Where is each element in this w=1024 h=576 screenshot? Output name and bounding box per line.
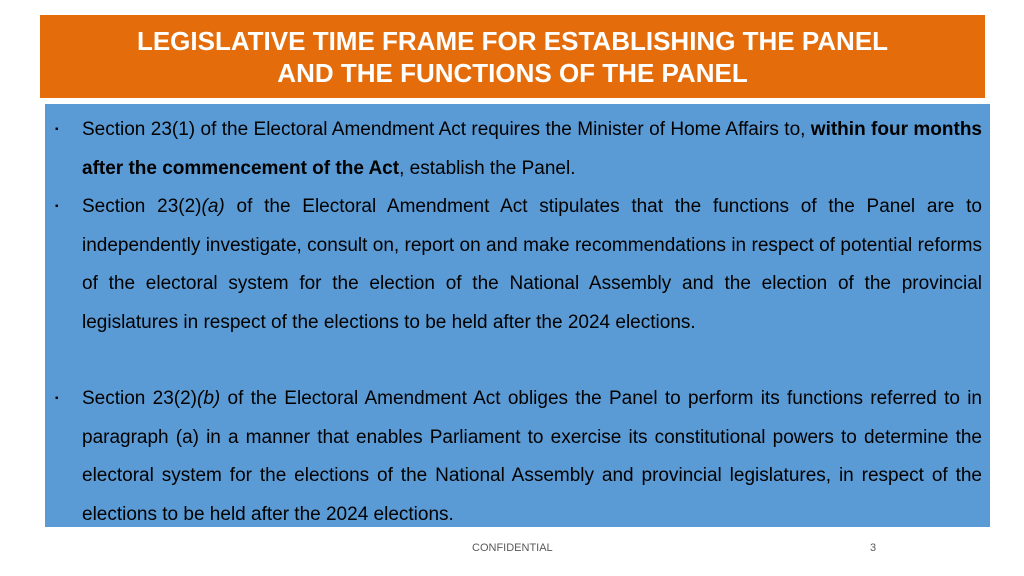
bullet-2-text-part-2: of the Electoral Amendment Act stipulates that the functions of the Panel are to independently investigate, consult on, report on and make recommendations in respect of potential reforms of the electoral system for the election of the National Assembly and the election of the provincial legislatures in respect of the elections to be held after the 2024 elections.: [82, 196, 982, 333]
bullet-3-text-part-1: Section 23(2): [82, 388, 197, 409]
slide-title-banner: [40, 15, 985, 98]
bullet-square-icon: ▪: [55, 124, 59, 135]
footer-page-number: 3: [870, 542, 877, 554]
bullet-1-text-part-2: , establish the Panel.: [399, 157, 576, 179]
content-panel: [45, 104, 990, 527]
bullet-1-text-part-1: Section 23(1) of the Electoral Amendment Act requires the Minister of Home Affairs to,: [82, 119, 811, 140]
footer-confidential-label: CONFIDENTIAL: [472, 542, 553, 554]
bullet-1-bold-text: within four months after the commencement of the Act: [82, 119, 982, 179]
bullet-2-text-part-1: Section 23(2): [82, 196, 202, 217]
bullet-square-icon: ▪: [55, 393, 59, 404]
bullet-2-italic-text: (a): [201, 196, 225, 217]
bullet-text-1: [82, 111, 982, 188]
bullet-3-italic-text: (b): [197, 388, 221, 409]
slide-title-line-1: LEGISLATIVE TIME FRAME FOR ESTABLISHING THE PANEL: [136, 25, 889, 56]
bullet-text-3: [82, 380, 982, 534]
bullet-3-text-part-2: of the Electoral Amendment Act obliges the Panel to perform its functions referred to in paragraph (a) in a manner that enables Parliament to exercise its constitutional powers to determine the electoral system for the elections of the National Assembly and provincial legislatures, in respect of the elections to be held after the 2024 elections.: [82, 388, 982, 525]
slide-title-line-2: AND THE FUNCTIONS OF THE PANEL: [277, 57, 748, 88]
bullet-square-icon: ▪: [55, 201, 59, 212]
bullet-text-2: [82, 188, 982, 342]
